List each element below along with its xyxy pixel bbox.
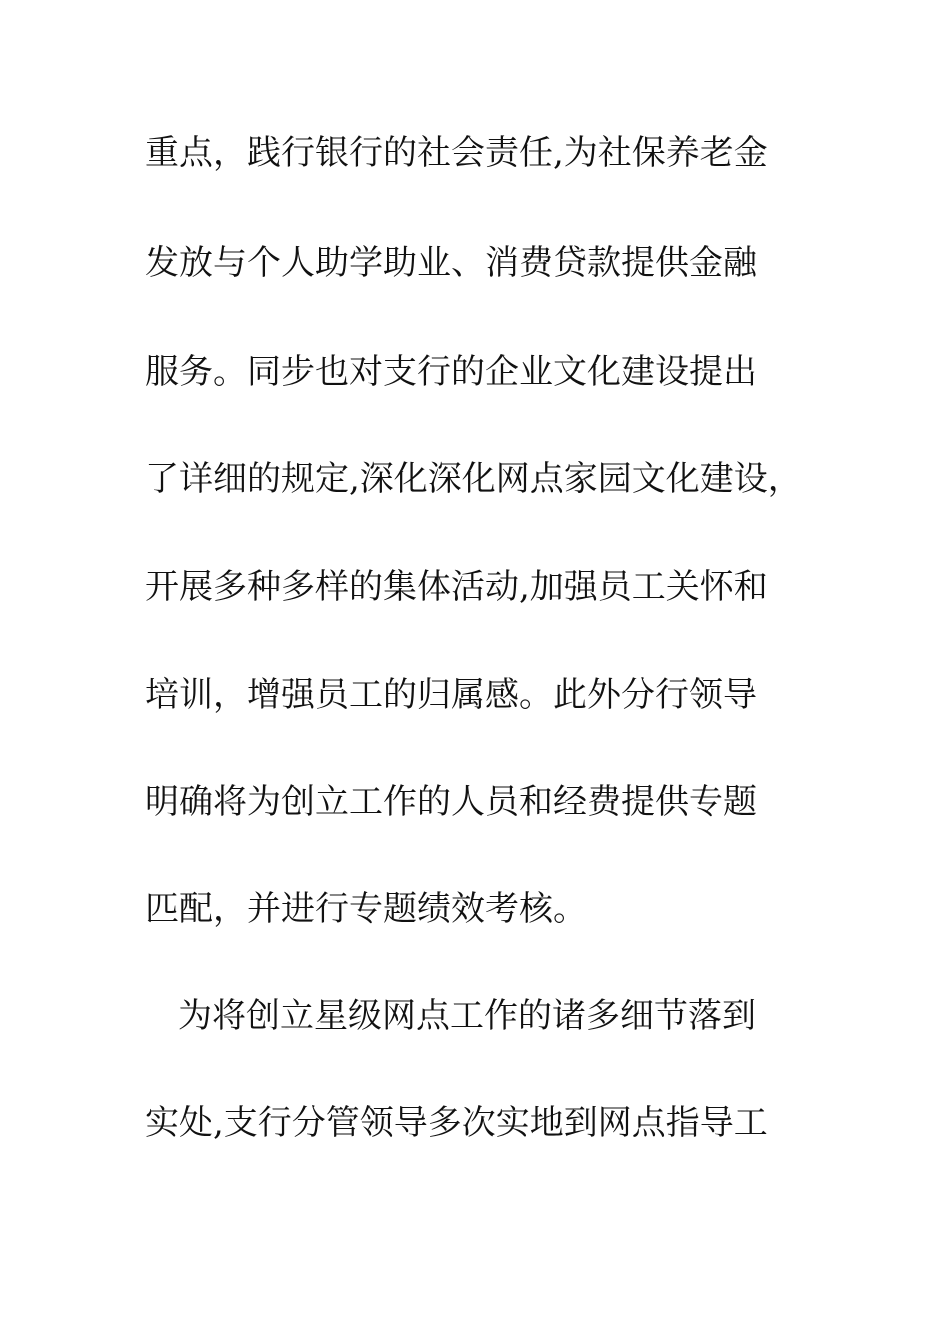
text-line: 重点，践行银行的社会责任,为社保养老金 (145, 133, 768, 173)
text-line: 开展多种多样的集体活动,加强员工关怀和 (145, 567, 768, 607)
text-line: 实处,支行分管领导多次实地到网点指导工 (145, 1103, 768, 1143)
text-line: 发放与个人助学助业、消费贷款提供金融 (145, 243, 757, 283)
text-line: 服务。同步也对支行的企业文化建设提出 (145, 352, 757, 392)
text-line: 培训，增强员工的归属感。此外分行领导 (145, 675, 757, 715)
text-line: 了详细的规定,深化深化网点家园文化建设， (145, 459, 802, 499)
text-line: 匹配，并进行专题绩效考核。 (145, 889, 587, 929)
text-line: 明确将为创立工作的人员和经费提供专题 (145, 782, 757, 822)
paragraph-start-line: 为将创立星级网点工作的诸多细节落到 (178, 996, 756, 1036)
